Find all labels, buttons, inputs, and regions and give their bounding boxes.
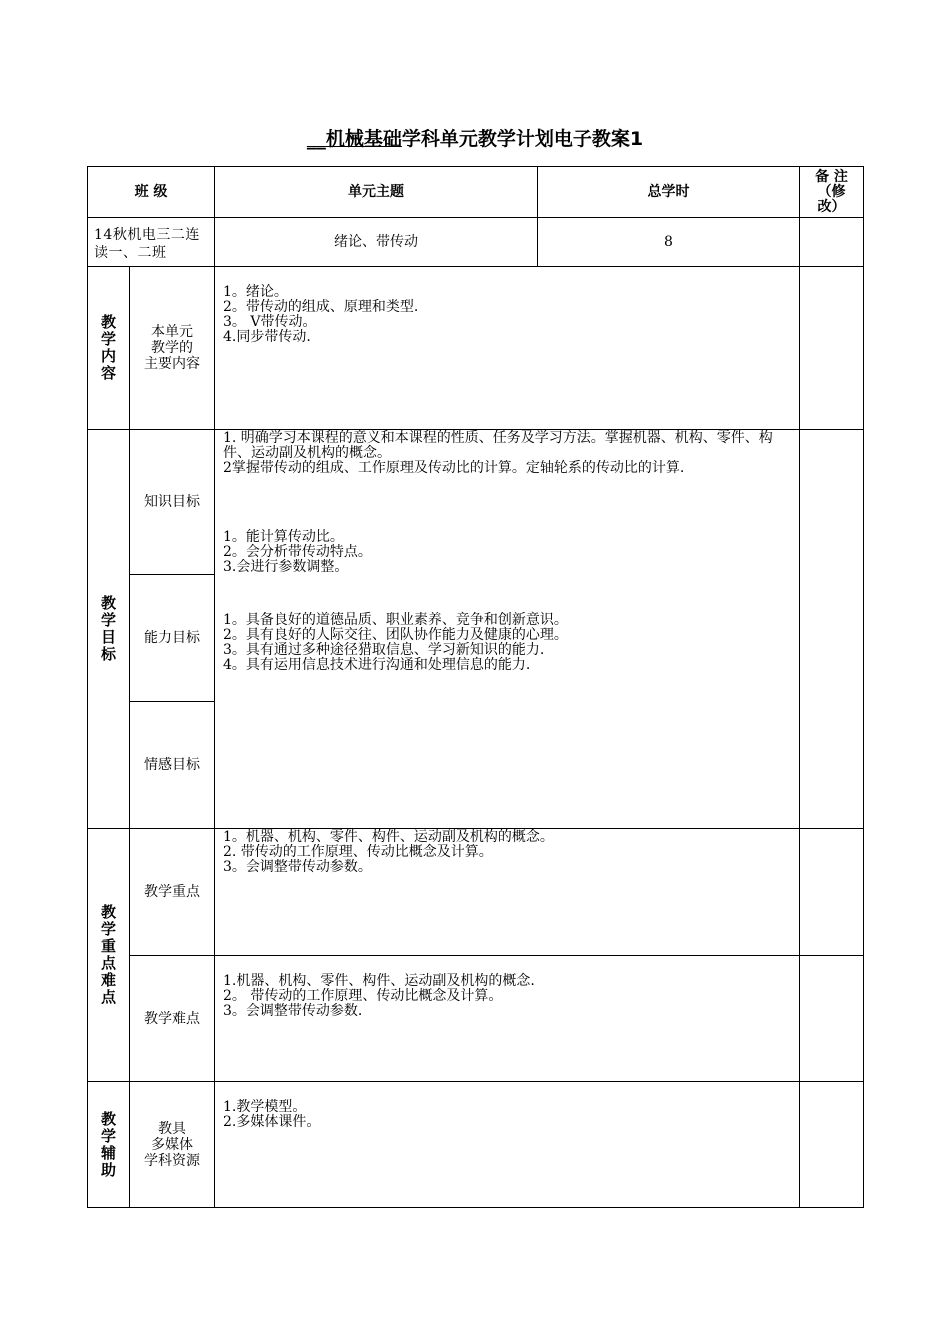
goal-row-knowledge: [88, 430, 864, 575]
difficulties-text: 1.机器、机构、零件、构件、运动副及机构的概念. 2。 带传动的工作原理、传动比概念及计算。 3。会调整带传动参数.: [215, 956, 800, 1082]
sub-aids: 教具 多媒体 学科资源: [130, 1082, 215, 1208]
lesson-plan-table: [87, 166, 864, 1208]
content-row: [88, 267, 864, 430]
category-aids: 教 学 辅 助: [88, 1082, 130, 1208]
remark-cell: [800, 1082, 864, 1208]
class-name: 14秋机电三二连读一、二班: [88, 218, 215, 267]
remark-cell: [800, 956, 864, 1082]
sub-knowledge-goal: 知识目标: [130, 430, 215, 575]
unit-theme: 绪论、带传动: [215, 218, 538, 267]
focus-row-difficulty: [88, 956, 864, 1082]
title-rest: 学科单元教学计划电子教案1: [401, 128, 644, 150]
header-class: 班 级: [88, 167, 215, 218]
remark-cell: [800, 430, 864, 829]
main-content-text: 1。绪论。 2。带传动的组成、原理和类型. 3。 V带传动。 4.同步带传动.: [215, 267, 800, 430]
sub-main-content: 本单元 教学的 主要内容: [130, 267, 215, 430]
category-content: 教 学 内 容: [88, 267, 130, 430]
sub-difficulties: 教学难点: [130, 956, 215, 1082]
total-hours: 8: [538, 218, 800, 267]
header-row: [88, 167, 864, 218]
header-theme: 单元主题: [215, 167, 538, 218]
title-subject: 机械基础: [325, 128, 402, 150]
remark-cell: [800, 829, 864, 956]
remark-cell: [800, 267, 864, 430]
header-remark: 备 注 （修 改）: [800, 167, 864, 218]
aids-text: 1.教学模型。 2.多媒体课件。: [215, 1082, 800, 1208]
header-hours: 总学时: [538, 167, 800, 218]
focus-row-key: [88, 829, 864, 956]
sub-key-points: 教学重点: [130, 829, 215, 956]
info-row: [88, 218, 864, 267]
page-title: [0, 124, 950, 151]
goals-text: 1. 明确学习本课程的意义和本课程的性质、任务及学习方法。掌握机器、机构、零件、构件、运动副及机构的概念。 2掌握带传动的组成、工作原理及传动比的计算。定轴轮系的传动比的计算. 1。能计算传动比。 2。会分析带传动特点。 3.会进行参数调整。 1。具备良好的道德品质、职业素养、竞争和创新意识。 2。具有良好的人际交往、团队协作能力及健康的心理。 3。具有通过多种途径猎取信息、学习新知识的能力. 4。具有运用信息技术进行沟通和处理信息的能力.: [215, 430, 800, 829]
key-points-text: 1。机器、机构、零件、构件、运动副及机构的概念。 2. 带传动的工作原理、传动比概念及计算。 3。会调整带传动参数。: [215, 829, 800, 956]
category-focus: 教 学 重 点 难 点: [88, 829, 130, 1082]
title-blank: __: [306, 128, 326, 150]
sub-ability-goal: 能力目标: [130, 575, 215, 702]
remark-cell: [800, 218, 864, 267]
aids-row: [88, 1082, 864, 1208]
sub-emotion-goal: 情感目标: [130, 702, 215, 829]
category-goals: 教 学 目 标: [88, 430, 130, 829]
